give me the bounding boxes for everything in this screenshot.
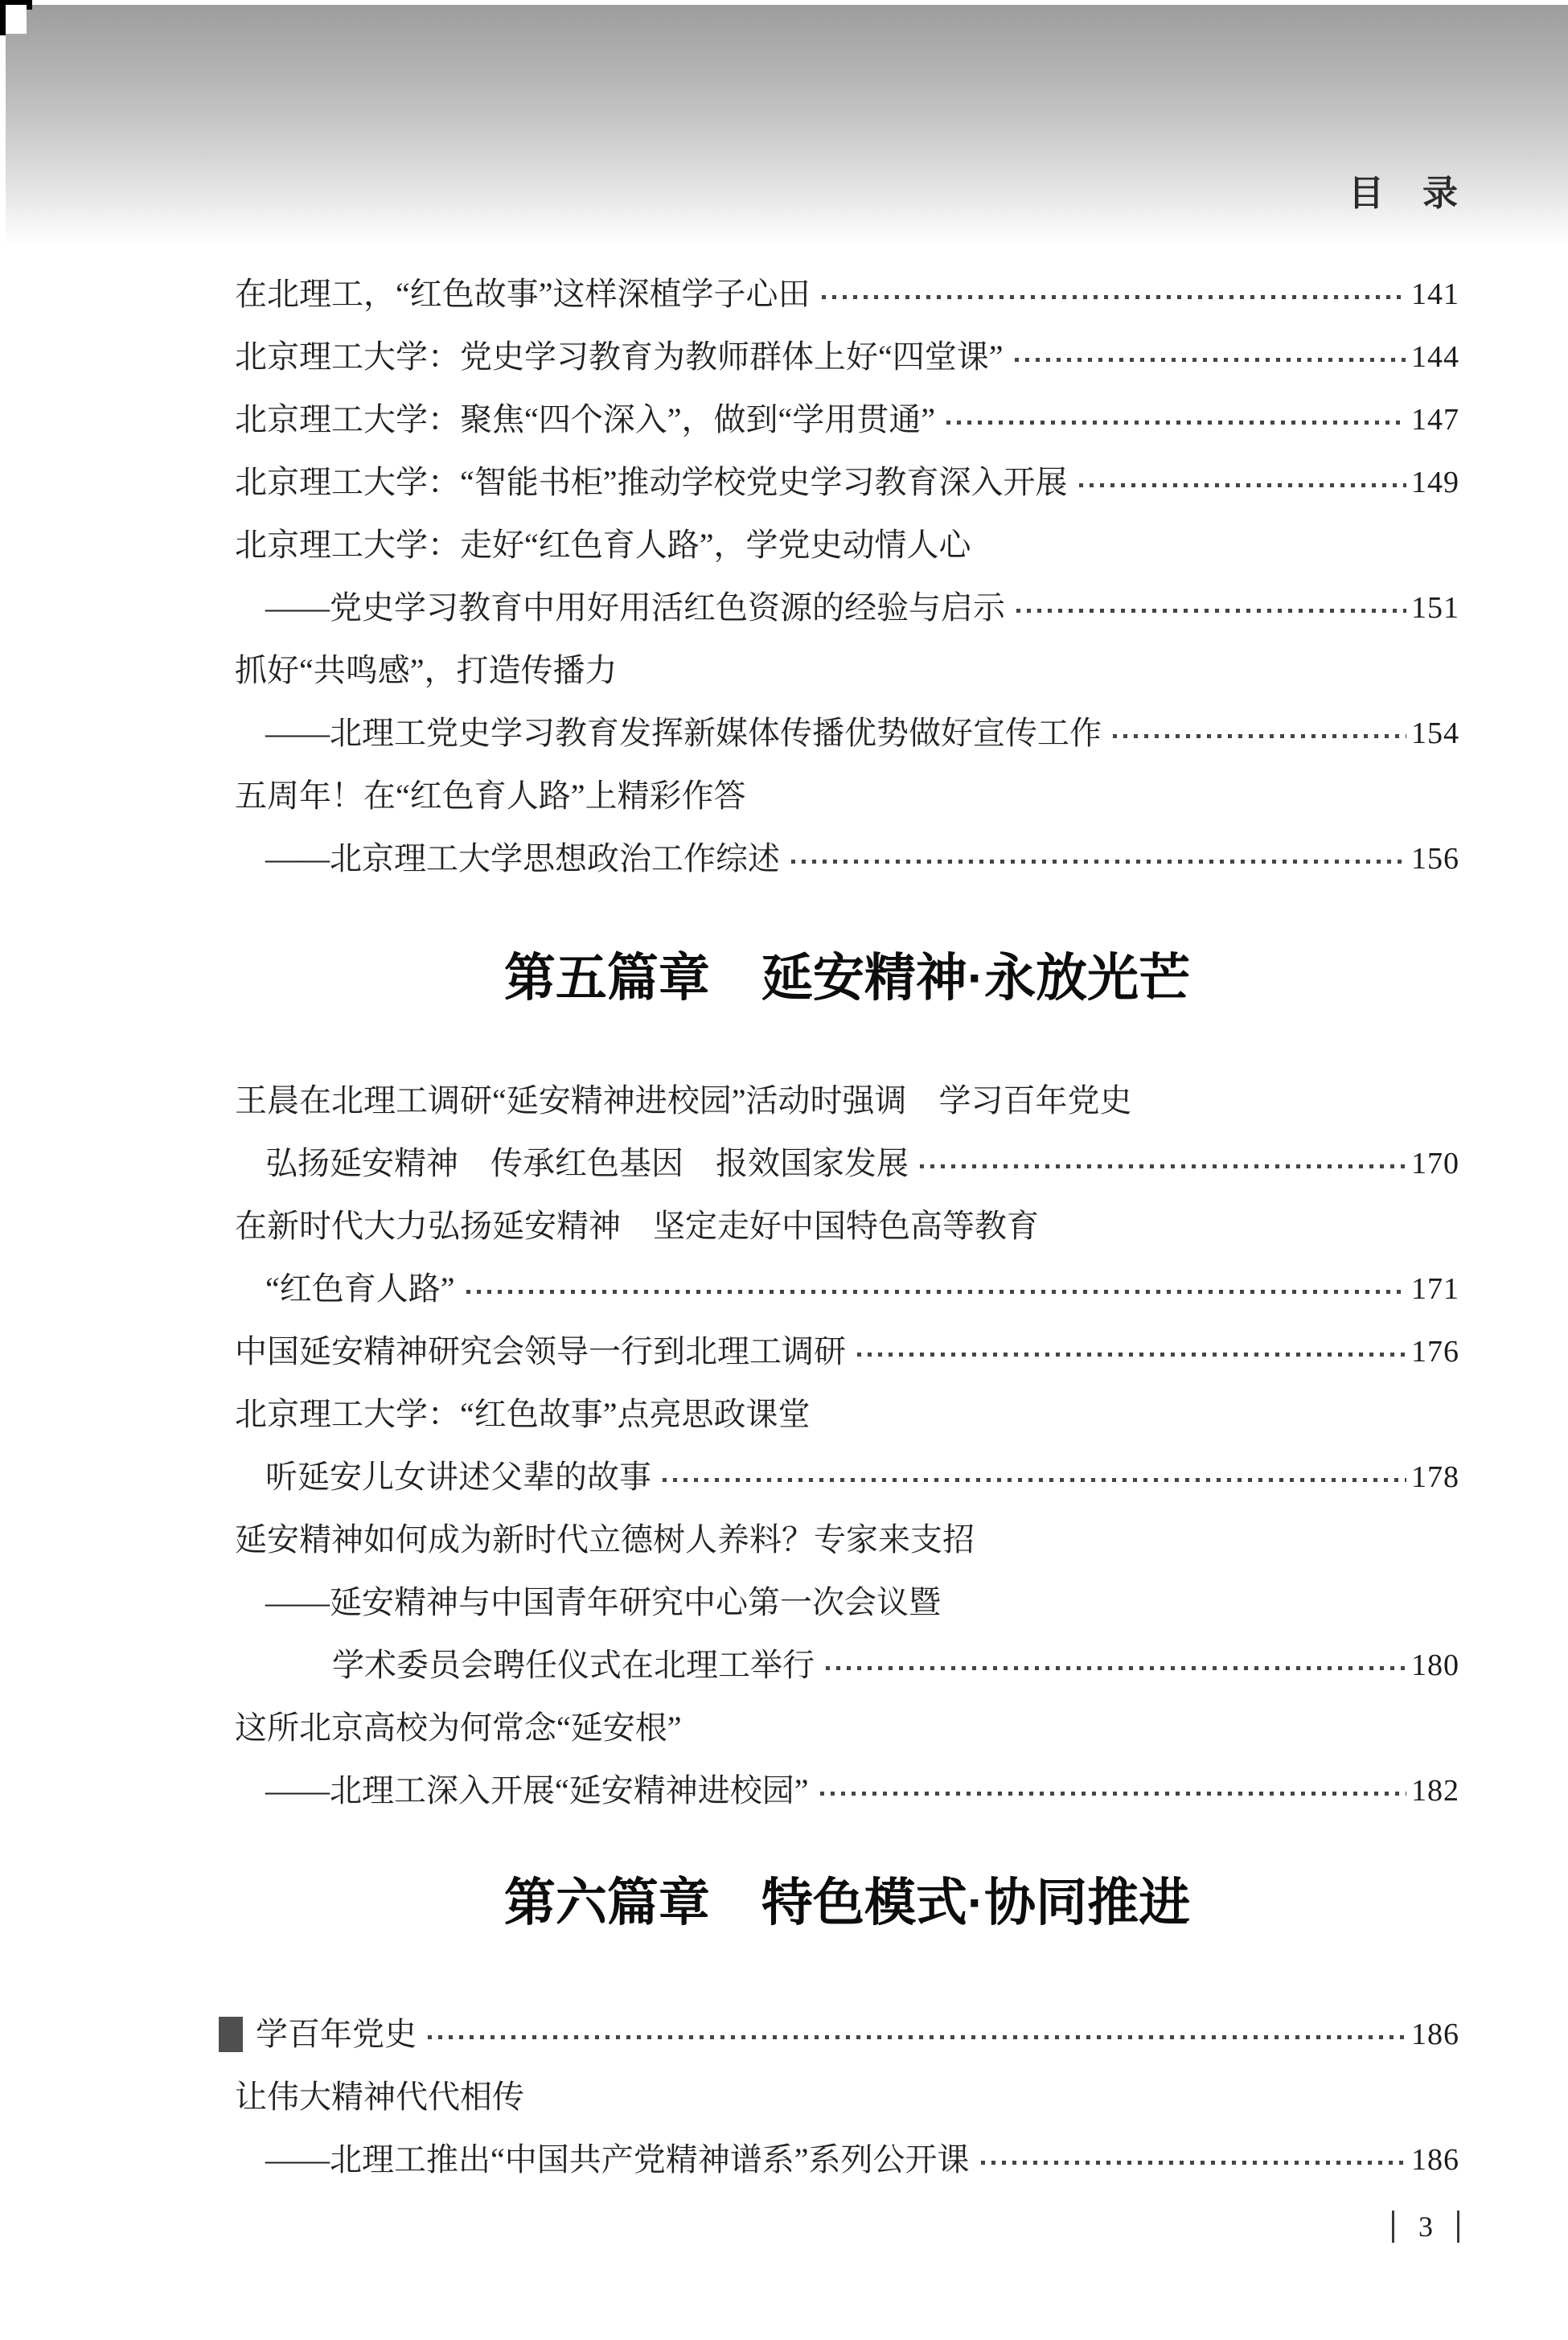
toc-entry-title: ——党史学习教育中用好用活红色资源的经验与启示 — [265, 589, 1005, 626]
dot-leader — [920, 1164, 1406, 1168]
toc-entry — [235, 1069, 1459, 1132]
toc-entry-title: ——延安精神与中国青年研究中心第一次会议暨 — [265, 1584, 941, 1620]
toc-entry-title: 北京理工大学：聚焦“四个深入”，做到“学用贯通” — [235, 401, 936, 437]
toc-entry — [235, 388, 1459, 451]
toc-entry-title: 王晨在北理工调研“延安精神进校园”活动时强调 学习百年党史 — [235, 1082, 1132, 1119]
toc-entry — [235, 639, 1459, 702]
toc-entry-title: 学百年党史 — [256, 2016, 417, 2052]
toc-page-number: 141 — [1411, 277, 1459, 311]
toc-entry — [235, 1571, 1459, 1634]
toc-entry-title: ——北理工推出“中国共产党精神谱系”系列公开课 — [265, 2141, 970, 2178]
toc-entry — [235, 1258, 1459, 1320]
toc-entry — [235, 2066, 1459, 2129]
toc-entry — [235, 1320, 1459, 1383]
toc-section — [235, 2003, 1459, 2191]
toc-entry-title: 五周年！在“红色育人路”上精彩作答 — [235, 778, 746, 814]
toc-entry — [235, 765, 1459, 827]
toc-entry — [235, 2129, 1459, 2191]
toc-entry — [235, 577, 1459, 639]
toc-page-number: 182 — [1411, 1774, 1459, 1808]
toc-entry-title: 北京理工大学：“智能书柜”推动学校党史学习教育深入开展 — [235, 464, 1068, 500]
footer-divider-left — [1392, 2211, 1394, 2243]
toc-entry-title: 北京理工大学：“红色故事”点亮思政课堂 — [235, 1396, 811, 1432]
toc-page-number: 176 — [1411, 1335, 1459, 1369]
dot-leader — [791, 860, 1406, 864]
dot-leader — [857, 1353, 1406, 1357]
footer-page-number: 3 — [1418, 2211, 1433, 2243]
toc-entry-title: 抓好“共鸣感”，打造传播力 — [235, 652, 618, 688]
toc-entry — [235, 702, 1459, 765]
dot-leader — [826, 1666, 1406, 1670]
toc-entry — [235, 1759, 1459, 1822]
toc-entry-title: 北京理工大学：党史学习教育为教师群体上好“四堂课” — [235, 339, 1004, 375]
toc-entry — [235, 514, 1459, 577]
toc-entry — [235, 1195, 1459, 1258]
toc-entry — [235, 326, 1459, 388]
toc-entry-title: 延安精神如何成为新时代立德树人养料？专家来支招 — [235, 1521, 975, 1558]
toc-entry-title: ——北京理工大学思想政治工作综述 — [265, 840, 780, 876]
dot-leader — [1016, 609, 1406, 613]
square-bullet-icon — [219, 2017, 243, 2052]
toc-entry — [235, 1383, 1459, 1446]
toc-entry — [235, 451, 1459, 514]
toc-page-number: 170 — [1411, 1147, 1459, 1180]
toc-entry-title: 弘扬延安精神 传承红色基因 报效国家发展 — [265, 1145, 909, 1181]
dot-leader — [1079, 483, 1406, 487]
toc-page-number: 180 — [1411, 1648, 1459, 1682]
toc-page-number: 149 — [1411, 466, 1459, 499]
toc-entry — [235, 263, 1459, 326]
toc-entry-title: 在北理工，“红色故事”这样深植学子心田 — [235, 276, 811, 312]
scan-gradient-band — [6, 5, 1568, 246]
toc-entry-title: 中国延安精神研究会领导一行到北理工调研 — [235, 1333, 846, 1369]
toc-entry — [235, 827, 1459, 890]
page-title: 目 录 — [1348, 174, 1459, 213]
footer-divider-right — [1457, 2211, 1459, 2243]
toc-page-number: 156 — [1411, 842, 1459, 876]
dot-leader — [981, 2161, 1406, 2165]
dot-leader — [946, 421, 1406, 425]
toc-entry-title: 让伟大精神代代相传 — [235, 2079, 524, 2115]
toc-entry — [235, 1132, 1459, 1195]
toc-entry-title: “红色育人路” — [265, 1271, 455, 1307]
toc-page-number: 171 — [1411, 1272, 1459, 1306]
dot-leader — [466, 1290, 1406, 1294]
toc-section — [235, 1069, 1459, 1822]
toc-entry-title: ——北理工党史学习教育发挥新媒体传播优势做好宣传工作 — [265, 715, 1102, 751]
toc-entry — [235, 1509, 1459, 1571]
dot-leader — [820, 1792, 1406, 1796]
toc-entry — [235, 2003, 1459, 2066]
page-footer — [1392, 2210, 1459, 2244]
chapter-heading: 第六篇章 特色模式·协同推进 — [503, 1874, 1191, 1932]
toc-entry-title: 在新时代大力弘扬延安精神 坚定走好中国特色高等教育 — [235, 1208, 1039, 1244]
toc-page-number: 178 — [1411, 1460, 1459, 1494]
toc-entry — [235, 1634, 1459, 1697]
toc-page-number: 151 — [1411, 591, 1459, 625]
toc-entry-title: 听延安儿女讲述父辈的故事 — [265, 1459, 651, 1495]
scan-corner-mark — [0, 0, 6, 35]
dot-leader — [822, 295, 1406, 299]
toc-page-number: 186 — [1411, 2143, 1459, 2177]
dot-leader — [1113, 734, 1406, 738]
toc-entry-title: 学术委员会聘任仪式在北理工举行 — [332, 1647, 815, 1683]
toc-page-number: 144 — [1411, 340, 1459, 374]
dot-leader — [428, 2035, 1406, 2039]
scan-corner-notch — [6, 5, 27, 34]
toc-entry-title: 这所北京高校为何常念“延安根” — [235, 1710, 682, 1746]
toc-section — [235, 263, 1459, 890]
toc-page-number: 147 — [1411, 403, 1459, 437]
dot-leader — [663, 1478, 1406, 1482]
toc-entry — [235, 1446, 1459, 1509]
toc-entry-title: 北京理工大学：走好“红色育人路”，学党史动情人心 — [235, 527, 971, 563]
toc-page-number: 154 — [1411, 716, 1459, 750]
scan-corner-mark — [27, 0, 32, 10]
toc-entry-title: ——北理工深入开展“延安精神进校园” — [265, 1772, 809, 1808]
chapter-heading: 第五篇章 延安精神·永放光芒 — [503, 949, 1191, 1007]
toc-page-number: 186 — [1411, 2018, 1459, 2051]
toc-entry — [235, 1697, 1459, 1759]
dot-leader — [1015, 358, 1406, 362]
